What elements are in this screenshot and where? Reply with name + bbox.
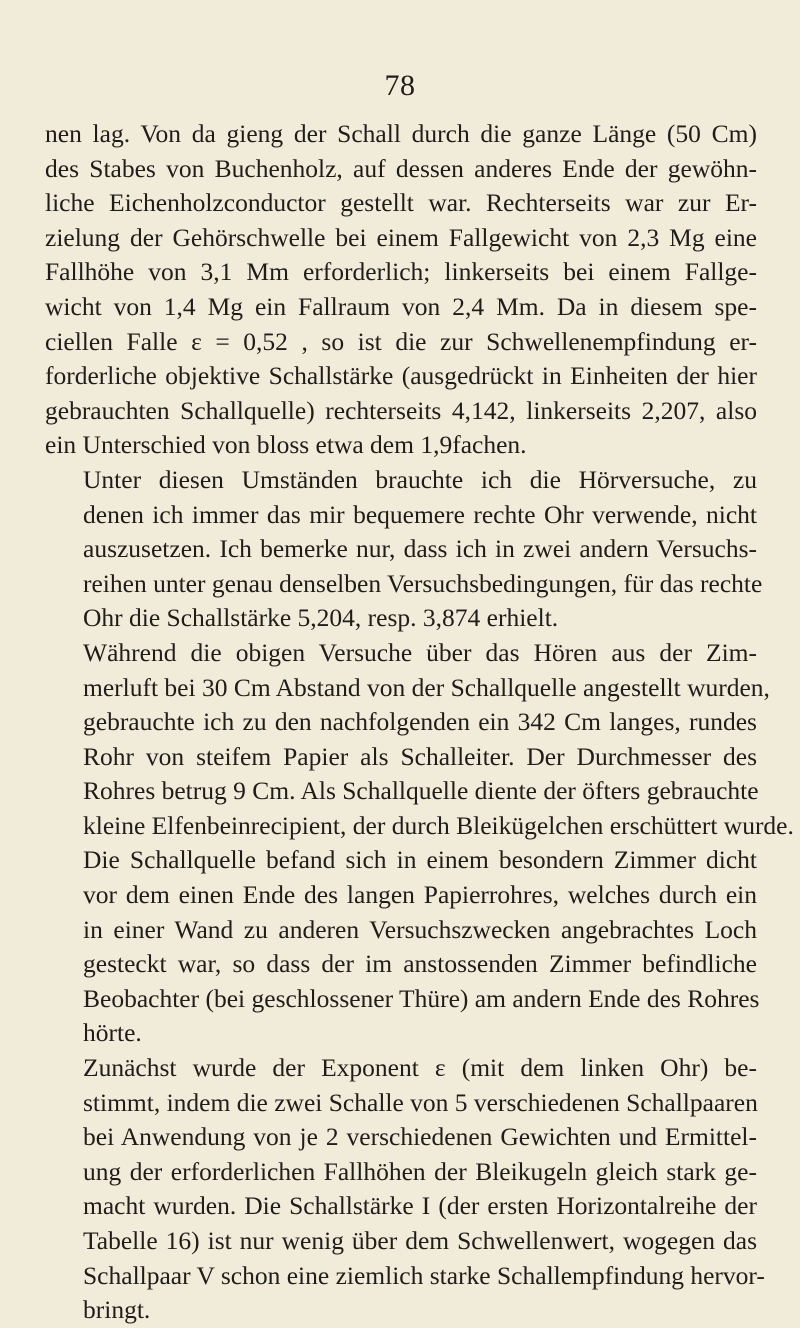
text-line: Zunächst wurde der Exponent ε (mit dem linken Ohr) be- [83, 1053, 757, 1083]
page-number: 78 [384, 69, 416, 102]
text-line: Beobachter (bei geschlossener Thüre) am andern Ende des Rohres [83, 983, 760, 1013]
text-line: liche Eichenholzconductor gestellt war. Rechterseits war zur Er- [45, 188, 757, 218]
text-line: denen ich immer das mir bequemere rechte Ohr verwende, nicht [83, 499, 757, 529]
text-line: ein Unterschied von bloss etwa dem 1,9fachen. [45, 430, 527, 460]
text-line: macht wurden. Die Schallstärke I (der ersten Horizontalreihe der [83, 1191, 757, 1221]
paragraph-4 [45, 1051, 765, 1328]
text-line: wicht von 1,4 Mg ein Fallraum von 2,4 Mm. Da in diesem spe- [45, 291, 757, 321]
text-line: bei Anwendung von je 2 verschiedenen Gewichten und Ermittel- [83, 1122, 757, 1152]
text-line: gebrauchte ich zu den nachfolgenden ein 342 Cm langes, rundes [83, 707, 757, 737]
text-line: Rohr von steifem Papier als Schalleiter. Der Durchmesser des [83, 741, 757, 771]
paragraph-1 [45, 117, 757, 463]
text-line: reihen unter genau denselben Versuchsbedingungen, für das rechte [83, 568, 763, 598]
text-line: des Stabes von Buchenholz, auf dessen anderes Ende der gewöhn- [45, 153, 757, 183]
text-line: gebrauchten Schallquelle) rechterseits 4,142, linkerseits 2,207, also [45, 395, 757, 425]
text-line: vor dem einen Ende des langen Papierrohres, welches durch ein [83, 880, 757, 910]
text-line: forderliche objektive Schallstärke (ausgedrückt in Einheiten der hier [45, 361, 757, 391]
text-line: Schallpaar V schon eine ziemlich starke Schallempfindung hervor- [83, 1260, 765, 1290]
paragraph-2 [45, 463, 763, 636]
text-line: nen lag. Von da gieng der Schall durch die ganze Länge (50 Cm) [45, 119, 757, 148]
text-line: in einer Wand zu anderen Versuchszwecken angebrachtes Loch [83, 914, 757, 944]
text-line: zielung der Gehörschwelle bei einem Fallgewicht von 2,3 Mg eine [45, 222, 757, 252]
text-line: Fallhöhe von 3,1 Mm erforderlich; linkerseits bei einem Fallge- [45, 257, 757, 287]
text-line: auszusetzen. Ich bemerke nur, dass ich in zwei andern Versuchs- [83, 534, 757, 564]
text-line: Unter diesen Umständen brauchte ich die Hörversuche, zu [83, 464, 757, 494]
text-line: bringt. [83, 1295, 151, 1325]
text-line: Tabelle 16) ist nur wenig über dem Schwellenwert, wogegen das [83, 1226, 757, 1255]
text-line: gesteckt war, so dass der im anstossenden Zimmer befindliche [83, 949, 757, 979]
paragraph-3 [45, 636, 794, 1051]
text-line: ung der erforderlichen Fallhöhen der Bleikugeln gleich stark ge- [83, 1156, 757, 1186]
text-line: stimmt, indem die zwei Schalle von 5 verschiedenen Schallpaaren [83, 1087, 758, 1117]
text-line: merluft bei 30 Cm Abstand von der Schallquelle angestellt wurden, [83, 672, 770, 702]
text-line: kleine Elfenbeinrecipient, der durch Bleikügelchen erschüttert wurde. [83, 810, 794, 840]
text-line: Ohr die Schallstärke 5,204, resp. 3,874 erhielt. [83, 603, 559, 633]
text-line: Während die obigen Versuche über das Hören aus der Zim- [83, 637, 757, 667]
text-line: Rohres betrug 9 Cm. Als Schallquelle diente der öfters gebrauchte [83, 776, 759, 806]
text-line: ciellen Falle ε = 0,52 , so ist die zur Schwellenempfindung er- [45, 326, 757, 356]
body-text [45, 117, 794, 1328]
text-line: hörte. [83, 1018, 142, 1048]
text-line: Die Schallquelle befand sich in einem besondern Zimmer dicht [83, 845, 757, 875]
